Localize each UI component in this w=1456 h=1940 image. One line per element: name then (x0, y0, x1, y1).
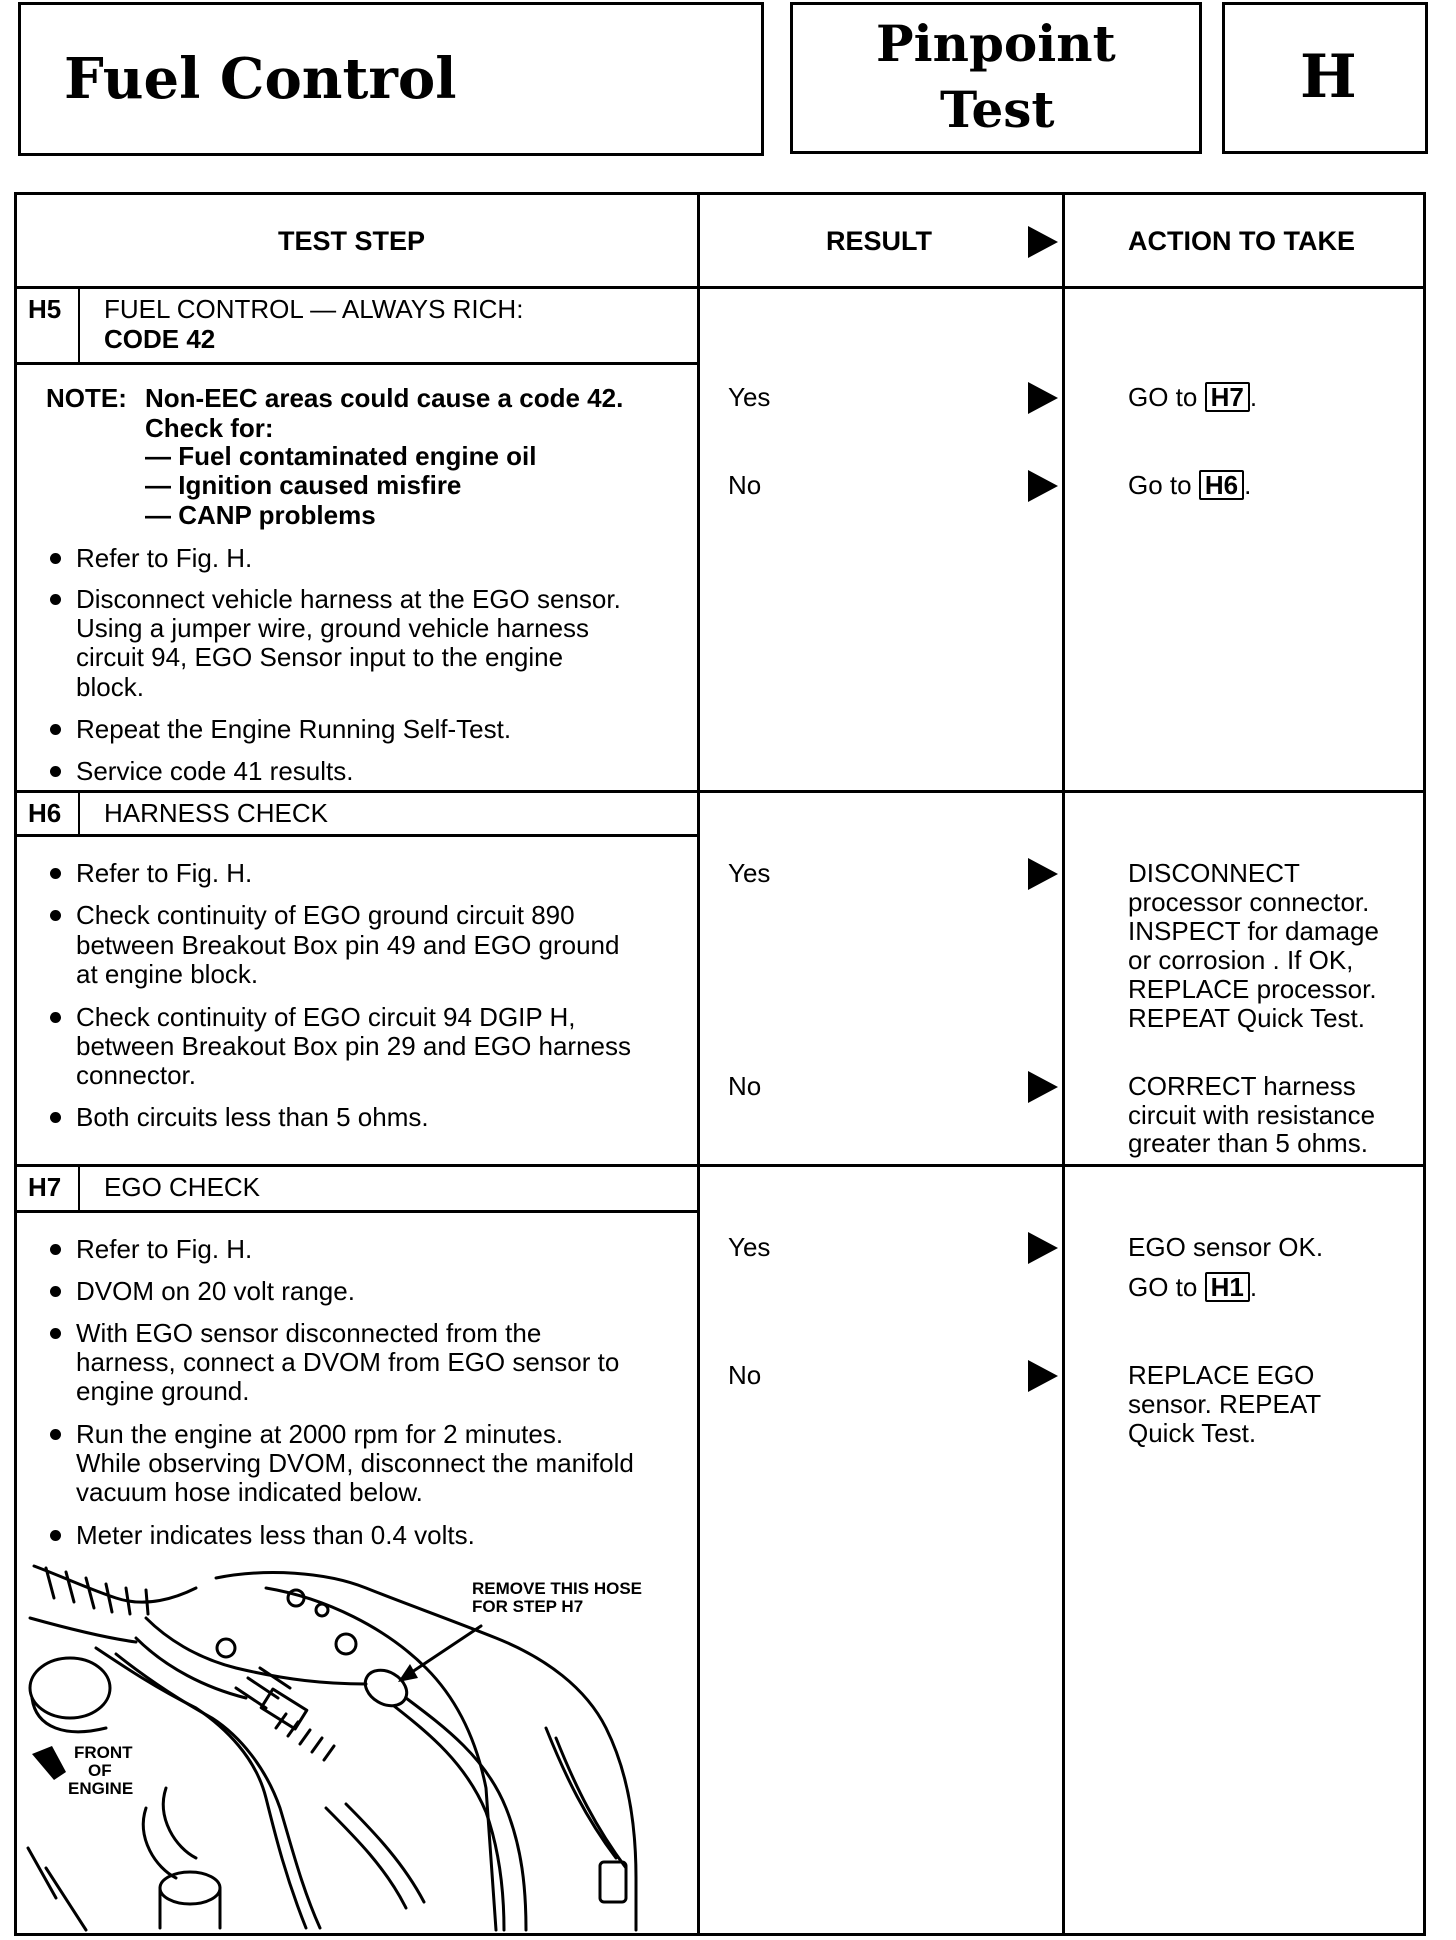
h7-yes-arrow-icon (1028, 1232, 1058, 1264)
h5-note-item3: — CANP problems (145, 500, 376, 530)
h6-bullet4: Both circuits less than 5 ohms. (76, 1102, 429, 1132)
h5-bullet3: Repeat the Engine Running Self-Test. (76, 714, 512, 744)
period: . (1244, 470, 1252, 500)
h7-id-divider (78, 1166, 80, 1212)
h6-action-no-line2: circuit with resistance (1128, 1100, 1376, 1130)
h5-action-yes-ref: H7 (1205, 382, 1250, 412)
h5-yes-arrow-icon (1028, 382, 1058, 414)
h6-bullet2-line2: between Breakout Box pin 49 and EGO ground (76, 930, 620, 960)
column-header-test-step: TEST STEP (278, 226, 426, 256)
h6-no-arrow-icon (1028, 1071, 1058, 1103)
h5-bullet1: Refer to Fig. H. (76, 543, 253, 573)
h6-title-bottom (14, 834, 698, 837)
h5-action-no-prefix: Go to (1128, 470, 1192, 500)
h7-action-yes-prefix: GO to (1128, 1272, 1198, 1302)
header-row-divider (14, 286, 1426, 289)
h5-action-no-ref: H6 (1199, 470, 1244, 500)
h6-bullet3-line3: connector. (76, 1060, 196, 1090)
bullet-icon (50, 1244, 61, 1255)
h6-action-yes-line4: or corrosion . If OK, (1128, 945, 1354, 975)
h5-action-no (1128, 470, 1251, 500)
h7-row-top (14, 1164, 1426, 1167)
bullet-icon (50, 1286, 61, 1297)
h7-action-yes-line1: EGO sensor OK. (1128, 1232, 1324, 1262)
bullet-icon (50, 594, 61, 605)
h5-bullet2-line1: Disconnect vehicle harness at the EGO sensor. (76, 584, 621, 614)
test-letter: H (1300, 42, 1357, 112)
h7-title-bottom (14, 1210, 698, 1213)
h6-action-yes-line6: REPEAT Quick Test. (1128, 1003, 1365, 1033)
h7-bullet3-line3: engine ground. (76, 1376, 250, 1406)
h7-action-yes-goto (1128, 1272, 1257, 1302)
period: . (1249, 382, 1258, 412)
h5-title-bottom (14, 362, 698, 365)
column-divider-1 (697, 192, 700, 1936)
h5-result-yes: Yes (728, 382, 771, 412)
h7-action-no-line1: REPLACE EGO (1128, 1360, 1315, 1390)
h7-action-yes-ref: H1 (1205, 1272, 1250, 1302)
h5-note-item1: — Fuel contaminated engine oil (145, 441, 537, 471)
h5-note-line2: Check for: (145, 413, 274, 443)
h7-title: EGO CHECK (104, 1172, 261, 1202)
pinpoint-label: Pinpoint (876, 14, 1116, 73)
engine-vacuum-hose-figure (26, 1558, 686, 1932)
h5-id-divider (78, 288, 80, 364)
h7-step-id: H7 (28, 1172, 62, 1202)
callout-line1: REMOVE THIS HOSE (472, 1579, 643, 1598)
h6-id-divider (78, 792, 80, 836)
h7-bullet3-line1: With EGO sensor disconnected from the (76, 1318, 542, 1348)
bullet-icon (50, 766, 61, 777)
h6-bullet3-line1: Check continuity of EGO circuit 94 DGIP H, (76, 1002, 576, 1032)
bullet-icon (50, 1012, 61, 1023)
h5-note-item2: — Ignition caused misfire (145, 470, 462, 500)
front-label-line3: ENGINE (68, 1779, 134, 1798)
bullet-icon (50, 1530, 61, 1541)
column-divider-2 (1062, 192, 1065, 1936)
h6-step-id: H6 (28, 798, 62, 828)
h6-title: HARNESS CHECK (104, 798, 328, 828)
h6-action-yes-line3: INSPECT for damage (1128, 916, 1379, 946)
section-title: Fuel Control (64, 46, 457, 112)
bullet-icon (50, 868, 61, 879)
h5-action-yes-prefix: GO to (1128, 382, 1198, 412)
h5-note-label: NOTE: (46, 383, 127, 413)
h7-bullet4-line2: While observing DVOM, disconnect the manifold (76, 1448, 634, 1478)
h5-bullet2-line4: block. (76, 672, 144, 702)
bullet-icon (50, 1112, 61, 1123)
h6-yes-arrow-icon (1028, 858, 1058, 890)
h7-bullet4-line1: Run the engine at 2000 rpm for 2 minutes. (76, 1419, 564, 1449)
h7-result-yes: Yes (728, 1232, 771, 1262)
bullet-icon (50, 1429, 61, 1440)
front-label-line2: OF (88, 1761, 112, 1780)
h5-result-no: No (728, 470, 762, 500)
result-arrow-icon (1028, 226, 1058, 258)
h5-title-line2: CODE 42 (104, 324, 216, 354)
h5-step-id: H5 (28, 294, 62, 324)
h7-bullet5: Meter indicates less than 0.4 volts. (76, 1520, 475, 1550)
h5-bullet4: Service code 41 results. (76, 756, 354, 786)
front-label-line1: FRONT (74, 1743, 133, 1762)
h5-note-line1: Non-EEC areas could cause a code 42. (145, 383, 624, 413)
bullet-icon (50, 1328, 61, 1339)
h7-bullet2: DVOM on 20 volt range. (76, 1276, 355, 1306)
bullet-icon (50, 724, 61, 735)
h6-action-yes-line2: processor connector. (1128, 887, 1370, 917)
h7-bullet1: Refer to Fig. H. (76, 1234, 253, 1264)
period: . (1249, 1272, 1258, 1302)
h6-bullet3-line2: between Breakout Box pin 29 and EGO harness (76, 1031, 632, 1061)
h6-result-no: No (728, 1071, 762, 1101)
h6-bullet2-line1: Check continuity of EGO ground circuit 890 (76, 900, 575, 930)
h7-no-arrow-icon (1028, 1360, 1058, 1392)
h5-action-yes (1128, 382, 1257, 412)
column-header-action: ACTION TO TAKE (1128, 226, 1355, 256)
h6-action-no-line1: CORRECT harness (1128, 1071, 1356, 1101)
h7-action-no-line3: Quick Test. (1128, 1418, 1257, 1448)
h7-result-no: No (728, 1360, 762, 1390)
column-header-result: RESULT (826, 226, 932, 256)
callout-line2: FOR STEP H7 (472, 1597, 584, 1616)
h7-bullet3-line2: harness, connect a DVOM from EGO sensor to (76, 1347, 620, 1377)
h5-title-line1: FUEL CONTROL — ALWAYS RICH: (104, 294, 524, 324)
h5-bullet2-line2: Using a jumper wire, ground vehicle harness (76, 613, 590, 643)
h6-bullet2-line3: at engine block. (76, 959, 259, 989)
h6-row-top (14, 790, 1426, 793)
h6-bullet1: Refer to Fig. H. (76, 858, 253, 888)
test-label: Test (940, 80, 1055, 139)
h7-action-no-line2: sensor. REPEAT (1128, 1389, 1322, 1419)
h7-bullet4-line3: vacuum hose indicated below. (76, 1477, 423, 1507)
h6-result-yes: Yes (728, 858, 771, 888)
h5-bullet2-line3: circuit 94, EGO Sensor input to the engine (76, 642, 564, 672)
h6-action-yes-line5: REPLACE processor. (1128, 974, 1377, 1004)
bullet-icon (50, 553, 61, 564)
h6-action-no-line3: greater than 5 ohms. (1128, 1128, 1368, 1158)
h5-no-arrow-icon (1028, 470, 1058, 502)
bullet-icon (50, 910, 61, 921)
h6-action-yes-line1: DISCONNECT (1128, 858, 1300, 888)
